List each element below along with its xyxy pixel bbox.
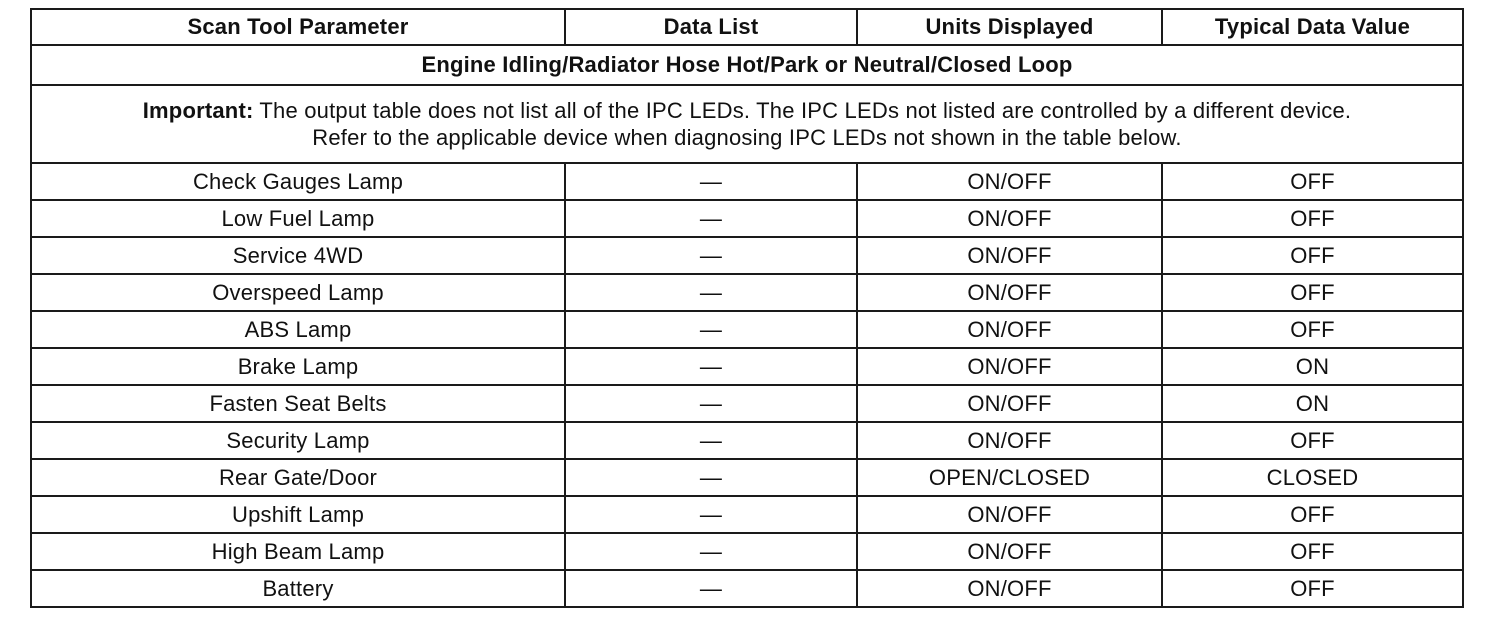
cell-data-list: —: [565, 237, 857, 274]
cell-typical-value: ON: [1162, 385, 1463, 422]
table-row: [31, 274, 1463, 311]
cell-units: ON/OFF: [857, 237, 1162, 274]
table-row: [31, 311, 1463, 348]
cell-parameter: Service 4WD: [31, 237, 565, 274]
cell-parameter: Overspeed Lamp: [31, 274, 565, 311]
header-data-list: Data List: [565, 9, 857, 45]
table-row: [31, 348, 1463, 385]
cell-units: ON/OFF: [857, 163, 1162, 200]
cell-data-list: —: [565, 274, 857, 311]
cell-typical-value: OFF: [1162, 496, 1463, 533]
cell-parameter: Rear Gate/Door: [31, 459, 565, 496]
cell-units: ON/OFF: [857, 570, 1162, 607]
cell-data-list: —: [565, 311, 857, 348]
cell-data-list: —: [565, 385, 857, 422]
cell-parameter: ABS Lamp: [31, 311, 565, 348]
cell-parameter: Brake Lamp: [31, 348, 565, 385]
cell-data-list: —: [565, 422, 857, 459]
table-row: [31, 459, 1463, 496]
cell-units: ON/OFF: [857, 496, 1162, 533]
cell-data-list: —: [565, 459, 857, 496]
note-row: [31, 85, 1463, 163]
cell-units: ON/OFF: [857, 533, 1162, 570]
header-scan-tool-parameter: Scan Tool Parameter: [31, 9, 565, 45]
cell-typical-value: OFF: [1162, 311, 1463, 348]
table-row: [31, 200, 1463, 237]
cell-units: OPEN/CLOSED: [857, 459, 1162, 496]
table-row: [31, 385, 1463, 422]
cell-units: ON/OFF: [857, 385, 1162, 422]
cell-data-list: —: [565, 533, 857, 570]
cell-units: ON/OFF: [857, 274, 1162, 311]
cell-data-list: —: [565, 163, 857, 200]
cell-parameter: Upshift Lamp: [31, 496, 565, 533]
cell-data-list: —: [565, 570, 857, 607]
cell-parameter: Fasten Seat Belts: [31, 385, 565, 422]
cell-parameter: Battery: [31, 570, 565, 607]
cell-typical-value: OFF: [1162, 274, 1463, 311]
header-units-displayed: Units Displayed: [857, 9, 1162, 45]
note-line-2: Refer to the applicable device when diagnosing IPC LEDs not shown in the table below.: [312, 125, 1182, 150]
cell-units: ON/OFF: [857, 348, 1162, 385]
cell-parameter: Check Gauges Lamp: [31, 163, 565, 200]
cell-typical-value: OFF: [1162, 237, 1463, 274]
scan-tool-data-table: [30, 8, 1464, 608]
note-line-1: The output table does not list all of the IPC LEDs. The IPC LEDs not listed are controlled by a different device.: [259, 98, 1352, 123]
condition-heading: Engine Idling/Radiator Hose Hot/Park or Neutral/Closed Loop: [31, 45, 1463, 85]
table-row: [31, 533, 1463, 570]
cell-parameter: Security Lamp: [31, 422, 565, 459]
cell-data-list: —: [565, 496, 857, 533]
table-row: [31, 237, 1463, 274]
note-label: Important:: [142, 98, 254, 123]
cell-units: ON/OFF: [857, 311, 1162, 348]
header-row: [31, 9, 1463, 45]
cell-parameter: Low Fuel Lamp: [31, 200, 565, 237]
cell-typical-value: CLOSED: [1162, 459, 1463, 496]
cell-typical-value: OFF: [1162, 570, 1463, 607]
important-note: [31, 85, 1463, 163]
cell-typical-value: OFF: [1162, 533, 1463, 570]
cell-typical-value: OFF: [1162, 422, 1463, 459]
cell-parameter: High Beam Lamp: [31, 533, 565, 570]
cell-typical-value: OFF: [1162, 163, 1463, 200]
cell-data-list: —: [565, 200, 857, 237]
cell-typical-value: OFF: [1162, 200, 1463, 237]
cell-typical-value: ON: [1162, 348, 1463, 385]
table-row: [31, 422, 1463, 459]
cell-units: ON/OFF: [857, 200, 1162, 237]
cell-data-list: —: [565, 348, 857, 385]
table-row: [31, 496, 1463, 533]
cell-units: ON/OFF: [857, 422, 1162, 459]
table-row: [31, 163, 1463, 200]
table-row: [31, 570, 1463, 607]
condition-row: [31, 45, 1463, 85]
header-typical-data-value: Typical Data Value: [1162, 9, 1463, 45]
